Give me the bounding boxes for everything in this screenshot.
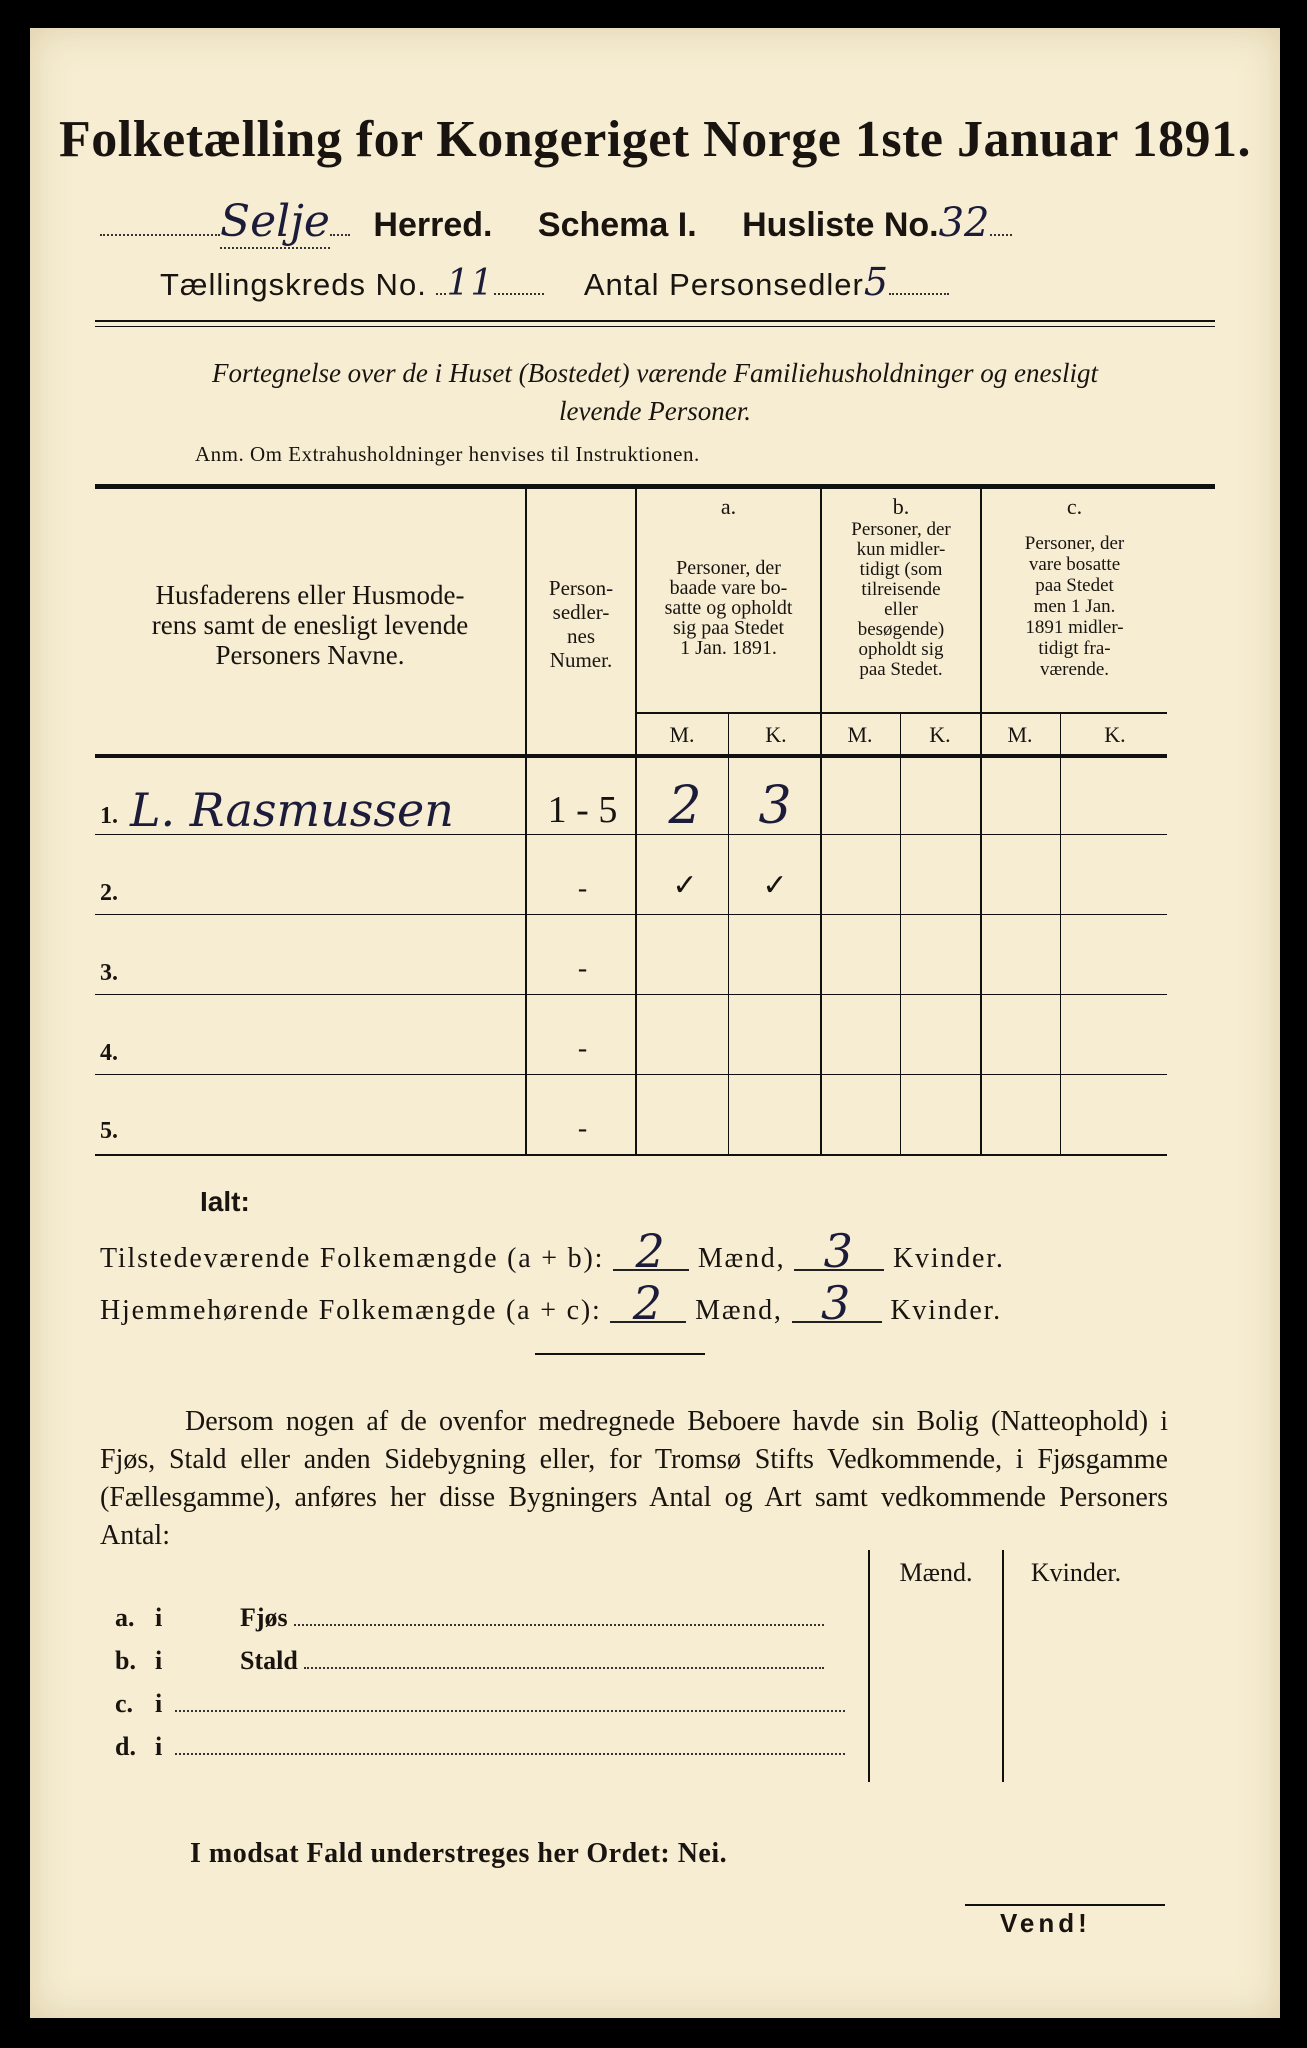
building-item-d: d. i	[115, 1732, 865, 1762]
c-m-label: M.	[1007, 722, 1033, 747]
husliste-value: 32	[938, 200, 990, 246]
vend-label: Vend!	[1000, 1908, 1091, 1938]
row-1-numer: 1 - 5	[547, 789, 618, 831]
subtitle-line1: Fortegnelse over de i Huset (Bostedet) værende Familiehusholdninger og enesligt	[211, 358, 1099, 388]
herred-line	[100, 196, 1012, 247]
form-title: Folketælling for Kongeriget Norge 1ste Januar 1891.	[59, 111, 1251, 168]
mk-sep-c	[1060, 714, 1061, 1155]
section-divider	[535, 1353, 705, 1355]
mk-top-line	[637, 712, 1167, 714]
totals-row-1-kvinder: 3	[794, 1233, 884, 1271]
subtitle	[95, 354, 1215, 430]
row-number-2: 2.	[100, 880, 118, 906]
building-item-a: a. i Fjøs	[115, 1603, 865, 1633]
personsedler-value: 5	[863, 260, 889, 304]
table-header-rule	[95, 754, 1167, 758]
names-col-header: Husfaderens eller Husmode- rens samt de enesligt levende Personers Navne.	[151, 580, 469, 670]
table-top-rule	[95, 484, 1215, 489]
row-2-a-m: ✓	[672, 869, 698, 902]
buildings-col-maend: Mænd.	[899, 1558, 973, 1587]
col-a-header: Personer, der baade vare bo- satte og opholdt sig paa Stedet 1 Jan. 1891.	[664, 557, 793, 659]
nei-footer: I modsat Fald understreges her Ordet: Nei.	[190, 1838, 728, 1869]
row-line-2	[95, 914, 1167, 915]
b-k-label: K.	[929, 722, 951, 747]
buildings-sep-1	[868, 1550, 870, 1782]
totals-row-2-maend: 2	[610, 1285, 686, 1323]
anm-note: Anm. Om Extrahusholdninger henvises til Instruktionen.	[195, 442, 700, 466]
ialt-label: Ialt:	[200, 1186, 250, 1217]
mk-sep-a	[728, 714, 729, 1155]
building-item-c: c. i	[115, 1689, 865, 1719]
b-m-label: M.	[847, 722, 873, 747]
row-1-a-k: 3	[758, 776, 792, 836]
totals-row-1-maend: 2	[613, 1233, 689, 1271]
totals-row-2-label: Hjemmehørende Folkemængde (a + c):	[100, 1295, 602, 1326]
col-a-letter: a.	[720, 494, 737, 519]
schema-label: Schema I.	[537, 206, 697, 244]
header-rule	[95, 320, 1215, 322]
row-line-3	[95, 994, 1167, 995]
row-2-numer: -	[577, 873, 588, 904]
personsedler-label: Antal Personsedler	[583, 267, 864, 302]
col-b-letter: b.	[892, 494, 910, 519]
totals-row-1	[100, 1224, 1005, 1278]
vend-rule	[965, 1904, 1165, 1906]
totals-row-2	[100, 1276, 1002, 1330]
building-item-b: b. i Stald	[115, 1646, 865, 1676]
row-4-numer: -	[577, 1033, 588, 1064]
buildings-col-kvinder: Kvinder.	[1030, 1558, 1122, 1587]
col-c-letter: c.	[1066, 494, 1083, 519]
subtitle-line2: levende Personer.	[559, 396, 751, 426]
census-form	[30, 28, 1280, 2018]
row-3-numer: -	[577, 953, 588, 984]
row-number-1: 1.	[100, 803, 118, 829]
a-k-label: K.	[765, 722, 787, 747]
row-number-4: 4.	[100, 1040, 118, 1066]
row-2-a-k: ✓	[762, 869, 788, 902]
mk-sep-b	[900, 714, 901, 1155]
a-m-label: M.	[669, 722, 695, 747]
totals-row-2-kvinder-label: Kvinder.	[890, 1295, 1002, 1326]
row-number-5: 5.	[100, 1118, 118, 1144]
kreds-label: Tællingskreds No.	[160, 267, 427, 302]
row-number-3: 3.	[100, 960, 118, 986]
totals-row-2-maend-label: Mænd,	[695, 1295, 783, 1326]
totals-row-1-label: Tilstedeværende Folkemængde (a + b):	[100, 1243, 605, 1274]
row-line-4	[95, 1074, 1167, 1075]
col-b-header: Personer, der kun midler- tidigt (som tilreisende eller besøgende) opholdt sig paa Stedet.	[851, 519, 951, 680]
buildings-paragraph: Dersom nogen af de ovenfor medregnede Beboere havde sin Bolig (Natteophold) i Fjøs, Stald eller anden Sidebygning eller, for Tromsø Stifts Vedkommende, i Fjøsgamme (Fællesgamme), anføres her disse Bygningers Antal og Art samt vedkommende Personers Antal:	[100, 1406, 1168, 1551]
row-1-a-m: 2	[668, 776, 702, 836]
numer-col-header: Person- sedler- nes Numer.	[548, 576, 614, 672]
col-c-header: Personer, der vare bosatte paa Stedet men 1 Jan. 1891 midler- tidigt fra- værende.	[1024, 533, 1125, 680]
row-1-name: L. Rasmussen	[130, 783, 454, 837]
row-5-numer: -	[577, 1113, 588, 1144]
header-rule-2	[95, 326, 1215, 327]
totals-row-1-kvinder-label: Kvinder.	[893, 1243, 1005, 1274]
kreds-line	[160, 260, 949, 304]
kreds-value: 11	[446, 263, 495, 304]
herred-value: Selje	[220, 196, 330, 247]
c-k-label: K.	[1104, 722, 1126, 747]
totals-row-1-maend-label: Mænd,	[697, 1243, 786, 1274]
husliste-label: Husliste No.	[742, 206, 939, 244]
buildings-sep-2	[1002, 1550, 1004, 1782]
totals-row-2-kvinder: 3	[792, 1285, 882, 1323]
herred-label: Herred.	[373, 206, 493, 244]
row-line-5	[95, 1154, 1167, 1156]
